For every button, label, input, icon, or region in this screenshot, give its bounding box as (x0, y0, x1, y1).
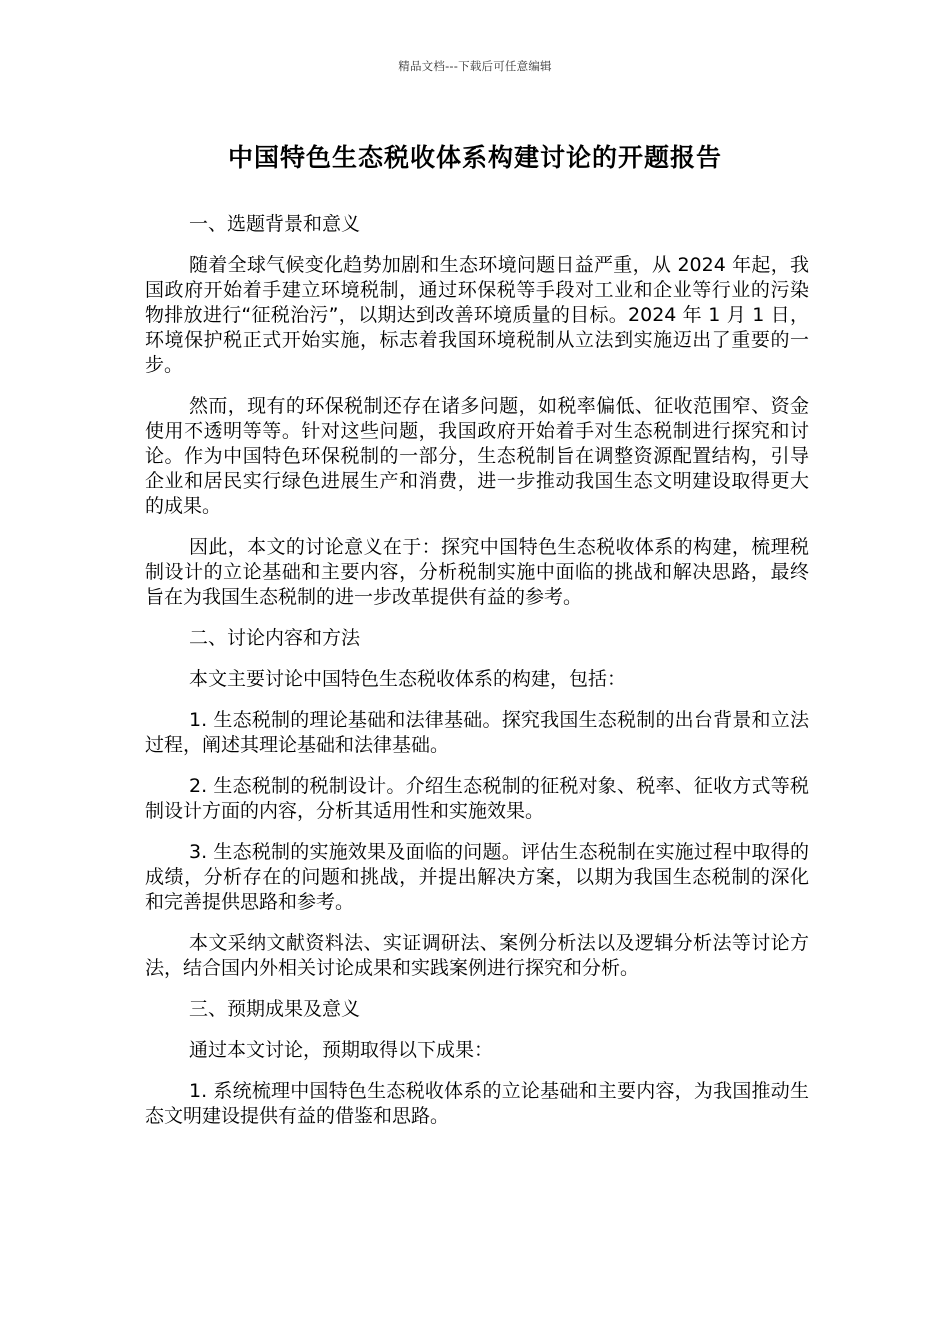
section-heading-2: 二、讨论内容和方法 (189, 627, 361, 649)
paragraph: 因此，本文的讨论意义在于：探究中国特色生态税收体系的构建，梳理税制设计的立论基础和主要内容，分析税制实施中面临的挑战和解决思路，最终旨在为我国生态税制的进一步改革提供有益的参考。 (145, 536, 809, 608)
section-heading-3: 三、预期成果及意义 (189, 998, 361, 1020)
list-item: 1. 生态税制的理论基础和法律基础。探究我国生态税制的出台背景和立法过程，阐述其理论基础和法律基础。 (145, 709, 809, 756)
paragraph: 随着全球气候变化趋势加剧和生态环境问题日益严重，从 2024 年起，我国政府开始着手建立环境税制，通过环保税等手段对工业和企业等行业的污染物排放进行“征税治污”，以期达到改善环境质量的目标。2024 年 1 月 1 日，环境保护税正式开始实施，标志着我国环境税制从立法到实施迈出了重要的一步。 (145, 254, 809, 376)
paragraph: 本文主要讨论中国特色生态税收体系的构建，包括： (189, 668, 627, 690)
list-item: 3. 生态税制的实施效果及面临的问题。评估生态税制在实施过程中取得的成绩，分析存在的问题和挑战，并提出解决方案，以期为我国生态税制的深化和完善提供思路和参考。 (145, 841, 809, 913)
list-item: 2. 生态税制的税制设计。介绍生态税制的征税对象、税率、征收方式等税制设计方面的内容，分析其适用性和实施效果。 (145, 775, 809, 822)
paragraph: 通过本文讨论，预期取得以下成果： (189, 1039, 494, 1061)
header-note: 精品文档---下载后可任意编辑 (398, 59, 552, 73)
document-title: 中国特色生态税收体系构建讨论的开题报告 (227, 143, 722, 172)
document-body (145, 212, 809, 1145)
section-heading-1: 一、选题背景和意义 (189, 213, 361, 235)
list-item: 1. 系统梳理中国特色生态税收体系的立论基础和主要内容，为我国推动生态文明建设提供有益的借鉴和思路。 (145, 1080, 809, 1127)
paragraph: 然而，现有的环保税制还存在诸多问题，如税率偏低、征收范围窄、资金使用不透明等等。针对这些问题，我国政府开始着手对生态税制进行探究和讨论。作为中国特色环保税制的一部分，生态税制旨在调整资源配置结构，引导企业和居民实行绿色进展生产和消费，进一步推动我国生态文明建设取得更大的成果。 (145, 395, 809, 517)
paragraph: 本文采纳文献资料法、实证调研法、案例分析法以及逻辑分析法等讨论方法，结合国内外相关讨论成果和实践案例进行探究和分析。 (145, 932, 809, 979)
